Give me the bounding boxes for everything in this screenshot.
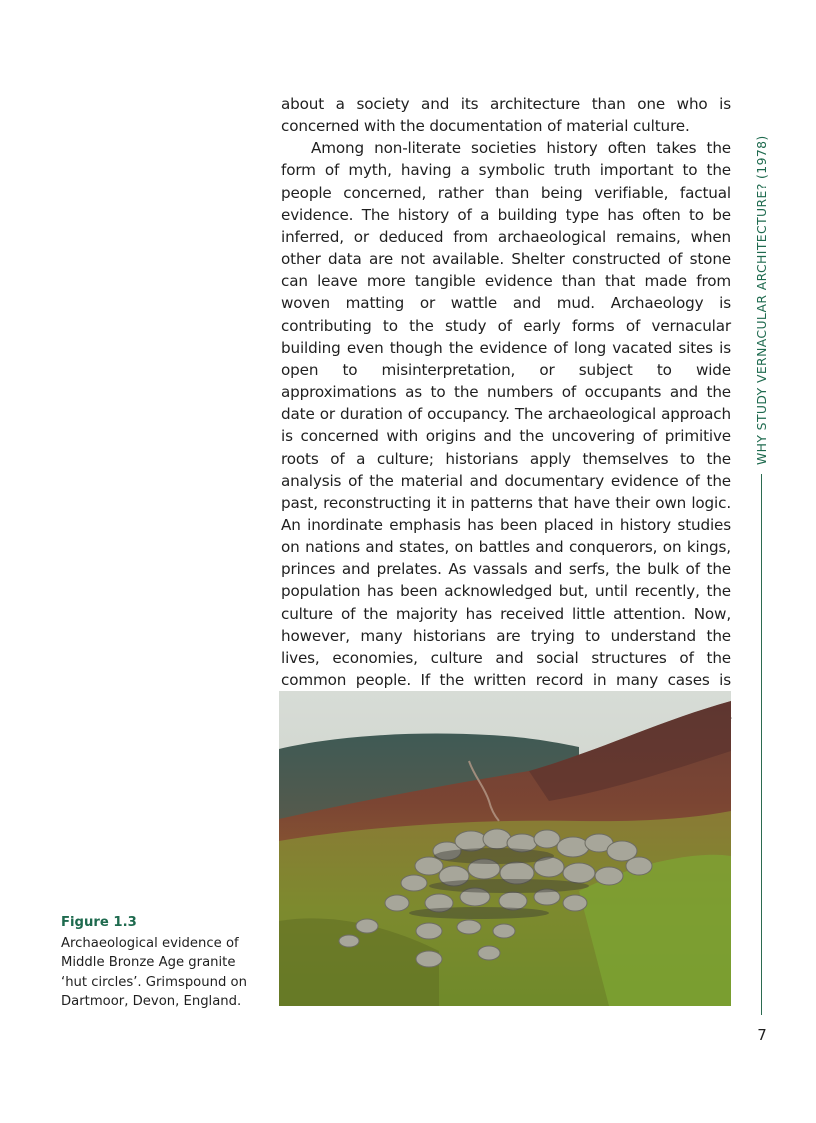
paragraph-1: about a society and its architecture than one who is concerned with the documentation of material culture. [281, 95, 731, 136]
figure-photo [279, 691, 731, 1006]
body-text [281, 93, 731, 758]
paragraph-2: Among non-literate societies history often takes the form of myth, having a symbolic truth important to the people concerned, rather than being verifiable, factual evidence. The history of a building type has often to be inferred, or deduced from archaeological remains, when other data are not available. Shelter constructed of stone can leave more tangible evidence than that made from woven matting or wattle and mud. Archaeology is contributing to the study of early forms of vernacular building even though the evidence of long vacated sites is open to misinterpretation, or subject to wide approximations as to the numbers of occupants and the date or duration of occupancy. The archaeological approach is concerned with origins and the uncovering of primitive roots of a culture; historians apply themselves to the analysis of the material and documentary evidence of the past, reconstructing it in patterns that have their own logic. An inordinate emphasis has been placed in history studies on nations and states, on battles and conquerors, on kings, princes and prelates. As vassals and serfs, the bulk of the population has been acknowledged but, until recently, the culture of the majority has received little attention. Now, however, many historians are trying to understand the lives, economies, culture and social structures of the common people. If the written record in many cases is [281, 139, 731, 690]
figure-label: Figure 1.3 [61, 915, 137, 930]
running-head: WHY STUDY VERNACULAR ARCHITECTURE? (1978) [754, 135, 769, 465]
figure-caption [61, 913, 261, 1012]
caption-text: Archaeological evidence of Middle Bronze Age granite ‘hut circles’. Grimspound on Dartmoor, Devon, England. [61, 935, 247, 1009]
margin-rule [761, 474, 762, 1015]
page-number: 7 [757, 1026, 767, 1044]
